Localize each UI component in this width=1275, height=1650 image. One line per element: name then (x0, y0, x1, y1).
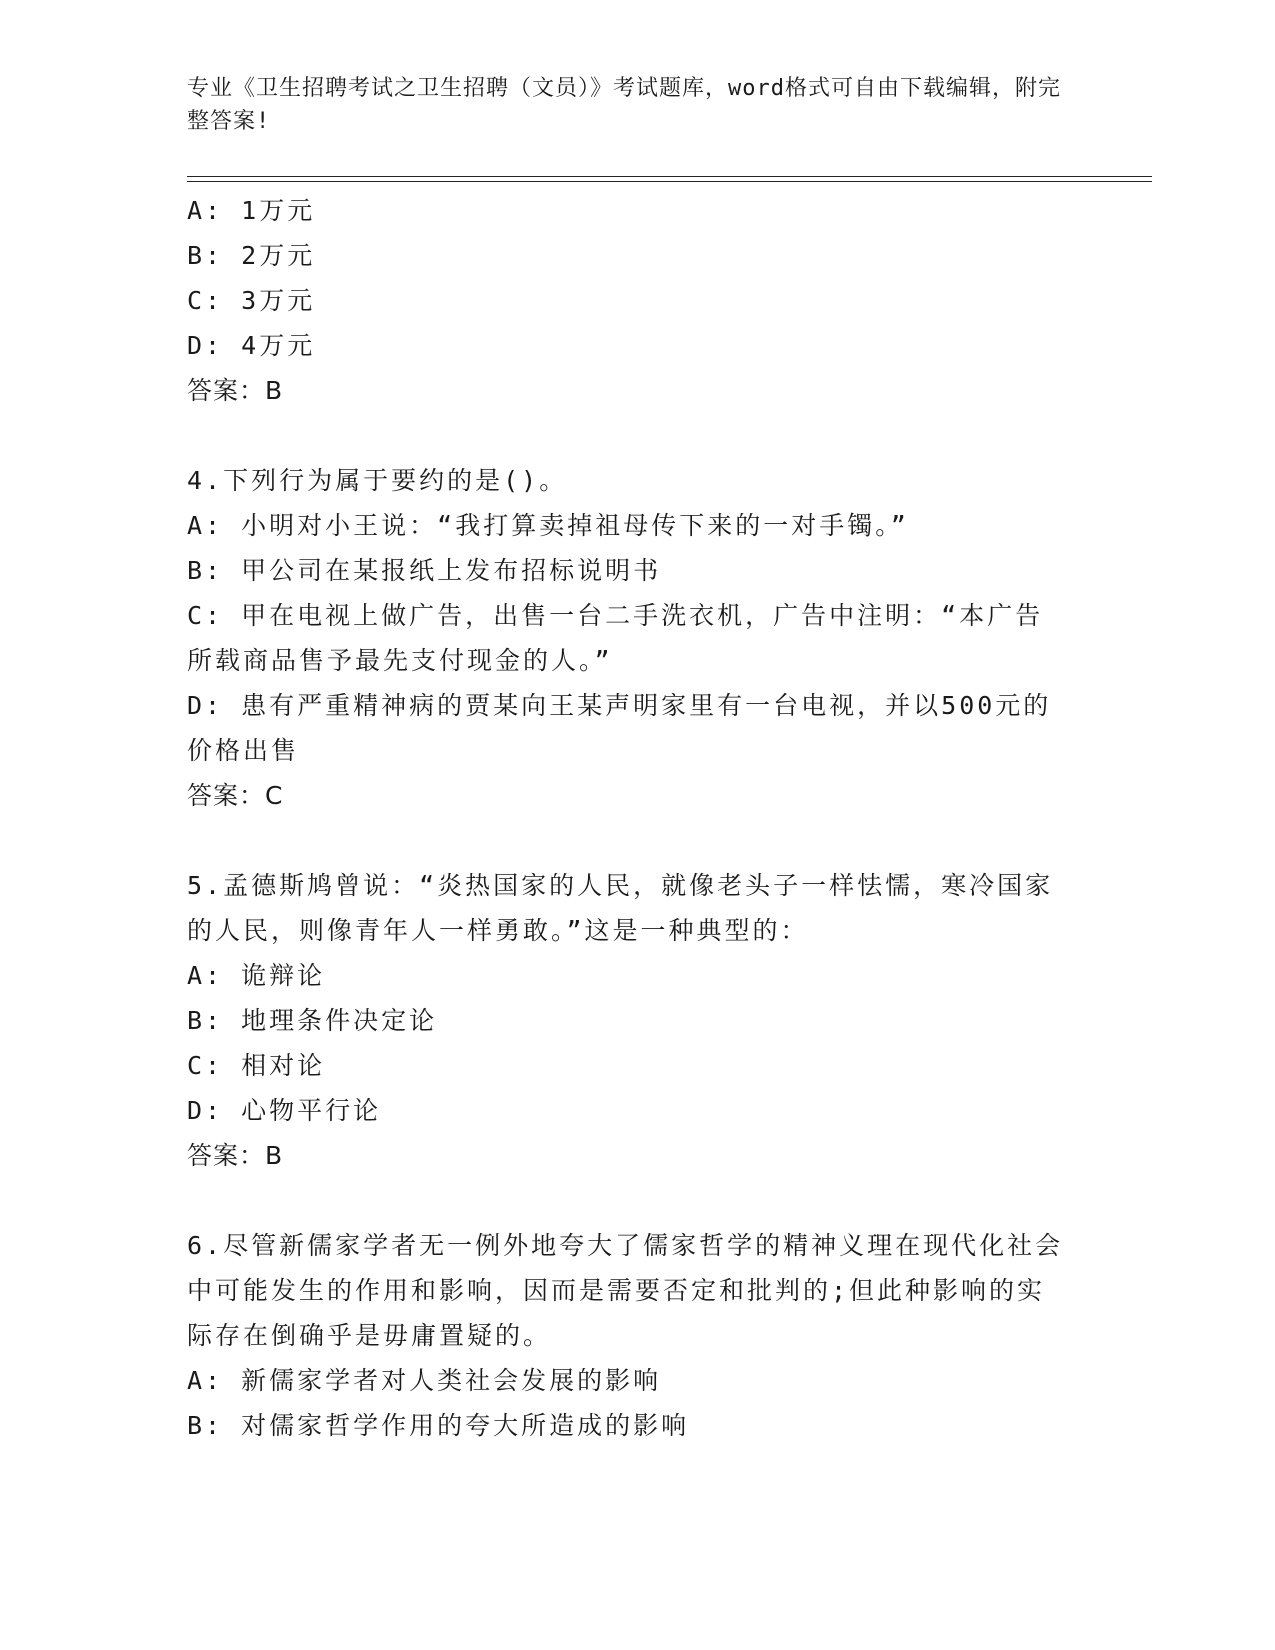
document-header (187, 72, 1067, 138)
question-6 (187, 1223, 1067, 1448)
question-4 (187, 458, 1067, 818)
question-3-continued (187, 188, 1067, 413)
header-divider-top (187, 176, 1152, 177)
option-a: A: 诡辩论 (187, 961, 326, 990)
option-b: B: 甲公司在某报纸上发布招标说明书 (187, 556, 662, 585)
answer: 答案：B (187, 376, 284, 405)
option-a: A: 1万元 (187, 196, 316, 225)
option-d: D: 患有严重精神病的贾某向王某声明家里有一台电视，并以500元的价格出售 (187, 691, 1052, 765)
question-list (187, 188, 1067, 1448)
option-b: B: 2万元 (187, 241, 316, 270)
option-a: A: 小明对小王说：“我打算卖掉祖母传下来的一对手镯。” (187, 511, 909, 540)
question-5 (187, 863, 1067, 1178)
option-b: B: 对儒家哲学作用的夸大所造成的影响 (187, 1411, 690, 1440)
answer: 答案：C (187, 781, 284, 810)
header-divider-bottom (187, 181, 1152, 182)
option-a: A: 新儒家学者对人类社会发展的影响 (187, 1366, 662, 1395)
question-stem: 5.孟德斯鸠曾说：“炎热国家的人民，就像老头子一样怯懦，寒冷国家的人民，则像青年人一样勇敢。”这是一种典型的： (187, 871, 1054, 945)
option-c: C: 3万元 (187, 286, 316, 315)
question-stem: 6.尽管新儒家学者无一例外地夸大了儒家哲学的精神义理在现代化社会中可能发生的作用和影响，因而是需要否定和批判的;但此种影响的实际存在倒确乎是毋庸置疑的。 (187, 1231, 1064, 1350)
option-c: C: 甲在电视上做广告，出售一台二手洗衣机，广告中注明：“本广告所载商品售予最先支付现金的人。” (187, 601, 1044, 675)
question-stem: 4.下列行为属于要约的是()。 (187, 466, 568, 495)
answer: 答案：B (187, 1141, 284, 1170)
option-d: D: 4万元 (187, 331, 316, 360)
option-d: D: 心物平行论 (187, 1096, 382, 1125)
header-title: 专业《卫生招聘考试之卫生招聘（文员）》考试题库，word格式可自由下载编辑，附完整答案! (187, 76, 1061, 134)
option-b: B: 地理条件决定论 (187, 1006, 438, 1035)
option-c: C: 相对论 (187, 1051, 326, 1080)
